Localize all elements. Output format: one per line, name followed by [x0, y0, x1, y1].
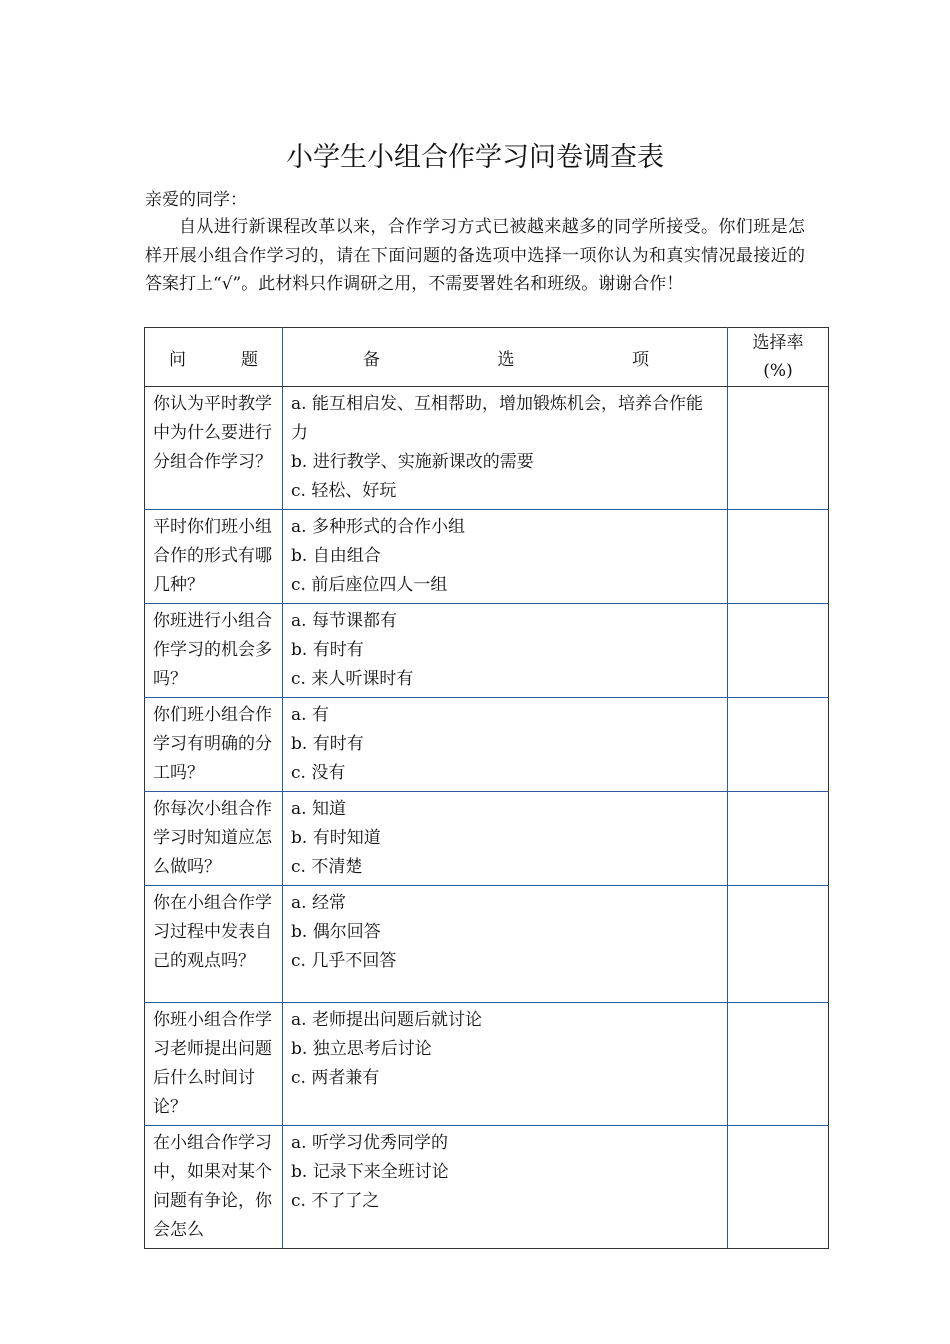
options-cell [283, 387, 728, 510]
option-a: a. 有 [291, 705, 329, 725]
option-b: b. 进行教学、实施新课改的需要 [291, 452, 534, 472]
table-row [145, 604, 829, 698]
question-cell: 你们班小组合作学习有明确的分工吗？ [145, 698, 283, 792]
rate-cell[interactable] [728, 387, 829, 510]
option-a: a. 老师提出问题后就讨论 [291, 1010, 482, 1030]
table-row [145, 510, 829, 604]
header-options [283, 328, 728, 387]
options-cell [283, 1126, 728, 1249]
options-cell [283, 1003, 728, 1126]
question-cell: 你每次小组合作学习时知道应怎么做吗？ [145, 792, 283, 886]
option-b: b. 自由组合 [291, 546, 381, 566]
options-cell [283, 792, 728, 886]
table-row [145, 698, 829, 792]
options-cell [283, 886, 728, 1003]
question-cell: 平时你们班小组合作的形式有哪几种？ [145, 510, 283, 604]
option-c: c. 轻松、好玩 [291, 481, 397, 501]
table-header-row [145, 328, 829, 387]
option-b: b. 有时知道 [291, 828, 381, 848]
option-c: c. 不了了之 [291, 1191, 380, 1211]
question-cell: 你认为平时教学中为什么要进行分组合作学习？ [145, 387, 283, 510]
table-row [145, 1003, 829, 1126]
header-options-char: 备 [363, 349, 380, 370]
rate-cell[interactable] [728, 886, 829, 1003]
option-b: b. 偶尔回答 [291, 922, 381, 942]
option-c: c. 前后座位四人一组 [291, 575, 448, 595]
table-row [145, 792, 829, 886]
option-c: c. 几乎不回答 [291, 951, 397, 971]
header-rate [728, 328, 829, 387]
option-c: c. 没有 [291, 763, 346, 783]
rate-cell[interactable] [728, 1126, 829, 1249]
rate-cell[interactable] [728, 792, 829, 886]
option-c: c. 不清楚 [291, 857, 363, 877]
page-title: 小学生小组合作学习问卷调查表 [286, 142, 664, 173]
question-cell: 在小组合作学习中，如果对某个问题有争论，你会怎么 [145, 1126, 283, 1249]
option-a: a. 每节课都有 [291, 611, 397, 631]
option-a: a. 知道 [291, 799, 346, 819]
intro-paragraph: 自从进行新课程改革以来，合作学习方式已被越来越多的同学所接受。你们班是怎样开展小组合作学习的，请在下面问题的备选项中选择一项你认为和真实情况最接近的答案打上“√”。此材料只作调研之用，不需要署姓名和班级。谢谢合作！ [145, 217, 805, 294]
table-row [145, 886, 829, 1003]
option-a: a. 多种形式的合作小组 [291, 517, 465, 537]
header-question [145, 328, 283, 387]
option-b: b. 有时有 [291, 734, 364, 754]
option-c: c. 来人听课时有 [291, 669, 414, 689]
option-b: b. 有时有 [291, 640, 364, 660]
option-a: a. 经常 [291, 893, 346, 913]
rate-cell[interactable] [728, 604, 829, 698]
option-a: a. 能互相启发、互相帮助，增加锻炼机会，培养合作能力 [291, 394, 703, 443]
header-options-char: 项 [632, 349, 649, 370]
question-cell: 你班进行小组合作学习的机会多吗？ [145, 604, 283, 698]
header-question-char: 题 [241, 349, 258, 370]
table-row [145, 387, 829, 510]
survey-table [144, 327, 829, 1249]
question-cell: 你在小组合作学习过程中发表自己的观点吗？ [145, 886, 283, 1003]
question-cell: 你班小组合作学习老师提出问题后什么时间讨论？ [145, 1003, 283, 1126]
header-question-char: 问 [169, 349, 186, 370]
option-b: b. 记录下来全班讨论 [291, 1162, 449, 1182]
option-c: c. 两者兼有 [291, 1068, 380, 1088]
options-cell [283, 510, 728, 604]
header-rate-unit: (%) [763, 361, 793, 381]
option-b: b. 独立思考后讨论 [291, 1039, 432, 1059]
options-cell [283, 698, 728, 792]
header-options-char: 选 [497, 349, 515, 370]
option-a: a. 听学习优秀同学的 [291, 1133, 448, 1153]
greeting: 亲爱的同学： [145, 190, 247, 210]
table-row [145, 1126, 829, 1249]
header-rate-label: 选择率 [752, 333, 804, 353]
rate-cell[interactable] [728, 1003, 829, 1126]
rate-cell[interactable] [728, 698, 829, 792]
options-cell [283, 604, 728, 698]
rate-cell[interactable] [728, 510, 829, 604]
